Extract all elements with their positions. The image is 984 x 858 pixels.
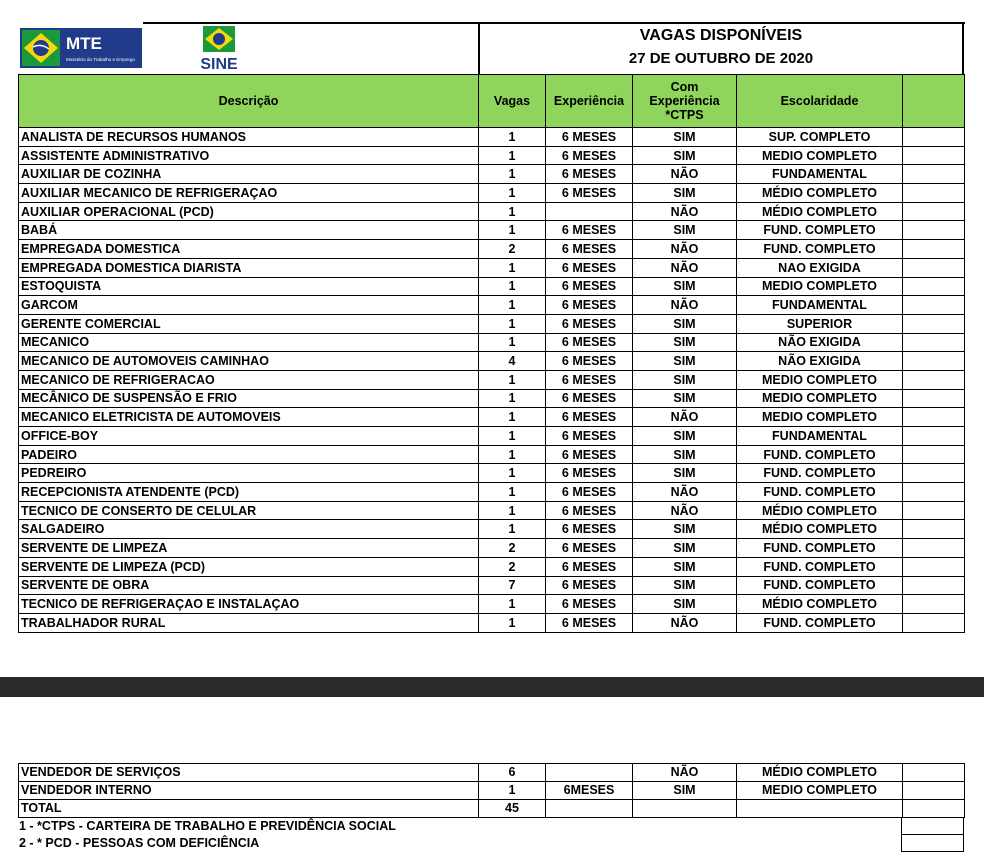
- cell-experiencia: [546, 202, 633, 221]
- table-row: [19, 501, 965, 520]
- cell-escolaridade: FUND. COMPLETO: [737, 445, 903, 464]
- cell-blank: [903, 202, 965, 221]
- cell-escolaridade: FUND. COMPLETO: [737, 221, 903, 240]
- cell-experiencia: 6 MESES: [546, 557, 633, 576]
- table-row: [19, 445, 965, 464]
- cell-ctps: SIM: [633, 184, 737, 203]
- cell-blank: [903, 184, 965, 203]
- cell-experiencia: 6 MESES: [546, 333, 633, 352]
- cell-descricao: TOTAL: [19, 800, 479, 818]
- cell-descricao: AUXILIAR DE COZINHA: [19, 165, 479, 184]
- cell-vagas: 1: [479, 613, 546, 632]
- cell-vagas: 1: [479, 464, 546, 483]
- cell-descricao: ESTOQUISTA: [19, 277, 479, 296]
- cell-blank: [903, 520, 965, 539]
- table-row: [19, 258, 965, 277]
- sine-logo: [193, 24, 245, 74]
- cell-vagas: 1: [479, 296, 546, 315]
- cell-experiencia: 6 MESES: [546, 370, 633, 389]
- cell-blank: [903, 427, 965, 446]
- page-title: VAGAS DISPONÍVEIS: [639, 27, 803, 44]
- cell-vagas: 2: [479, 539, 546, 558]
- cell-blank: [903, 258, 965, 277]
- cell-blank: [903, 408, 965, 427]
- cell-blank: [903, 595, 965, 614]
- col-header-ctps-label: Com Experiência *CTPS: [649, 80, 720, 122]
- cell-ctps: SIM: [633, 557, 737, 576]
- cell-descricao: ANALISTA DE RECURSOS HUMANOS: [19, 128, 479, 147]
- cell-vagas: 1: [479, 389, 546, 408]
- cell-ctps: NÃO: [633, 483, 737, 502]
- cell-blank: [903, 146, 965, 165]
- cell-ctps: NÃO: [633, 240, 737, 259]
- cell-escolaridade: MÉDIO COMPLETO: [737, 595, 903, 614]
- cell-experiencia: 6MESES: [546, 782, 633, 800]
- cell-experiencia: 6 MESES: [546, 464, 633, 483]
- table-row: [19, 464, 965, 483]
- cell-vagas: 1: [479, 408, 546, 427]
- cell-blank: [903, 221, 965, 240]
- cell-experiencia: [546, 800, 633, 818]
- table-row: [19, 146, 965, 165]
- table-row: [19, 333, 965, 352]
- cell-ctps: NÃO: [633, 408, 737, 427]
- col-header-vagas: Vagas: [479, 75, 546, 128]
- table-row: [19, 483, 965, 502]
- cell-experiencia: 6 MESES: [546, 221, 633, 240]
- cell-descricao: TECNICO DE CONSERTO DE CELULAR: [19, 501, 479, 520]
- cell-vagas: 1: [479, 146, 546, 165]
- cell-descricao: MECANICO DE AUTOMOVEIS CAMINHAO: [19, 352, 479, 371]
- cell-descricao: RECEPCIONISTA ATENDENTE (PCD): [19, 483, 479, 502]
- cell-escolaridade: FUND. COMPLETO: [737, 464, 903, 483]
- cell-descricao: VENDEDOR DE SERVIÇOS: [19, 764, 479, 782]
- cell-descricao: MECANICO: [19, 333, 479, 352]
- cell-escolaridade: MÉDIO COMPLETO: [737, 501, 903, 520]
- cell-experiencia: 6 MESES: [546, 296, 633, 315]
- table-row: [19, 128, 965, 147]
- cell-descricao: SALGADEIRO: [19, 520, 479, 539]
- cell-experiencia: 6 MESES: [546, 613, 633, 632]
- cell-experiencia: 6 MESES: [546, 445, 633, 464]
- bottom-table: [18, 763, 965, 818]
- cell-escolaridade: MÉDIO COMPLETO: [737, 184, 903, 203]
- cell-descricao: SERVENTE DE LIMPEZA: [19, 539, 479, 558]
- cell-escolaridade: FUND. COMPLETO: [737, 539, 903, 558]
- table-row: [19, 240, 965, 259]
- cell-experiencia: 6 MESES: [546, 501, 633, 520]
- table-row: [19, 314, 965, 333]
- col-header-ctps: [633, 75, 737, 128]
- cell-descricao: EMPREGADA DOMESTICA: [19, 240, 479, 259]
- cell-escolaridade: MEDIO COMPLETO: [737, 146, 903, 165]
- cell-descricao: SERVENTE DE LIMPEZA (PCD): [19, 557, 479, 576]
- cell-blank: [903, 782, 965, 800]
- col-header-experiencia: Experiência: [546, 75, 633, 128]
- cell-experiencia: 6 MESES: [546, 258, 633, 277]
- cell-blank: [903, 314, 965, 333]
- cell-descricao: PEDREIRO: [19, 464, 479, 483]
- cell-experiencia: 6 MESES: [546, 408, 633, 427]
- cell-vagas: 2: [479, 240, 546, 259]
- empty-cell: [901, 835, 964, 852]
- cell-ctps: [633, 800, 737, 818]
- cell-experiencia: 6 MESES: [546, 483, 633, 502]
- cell-experiencia: 6 MESES: [546, 389, 633, 408]
- cell-ctps: SIM: [633, 576, 737, 595]
- cell-vagas: 1: [479, 221, 546, 240]
- cell-blank: [903, 352, 965, 371]
- cell-descricao: VENDEDOR INTERNO: [19, 782, 479, 800]
- cell-ctps: SIM: [633, 277, 737, 296]
- cell-blank: [903, 240, 965, 259]
- col-header-descricao: Descrição: [19, 75, 479, 128]
- cell-blank: [903, 165, 965, 184]
- cell-blank: [903, 800, 965, 818]
- title-box: [478, 22, 964, 74]
- cell-experiencia: 6 MESES: [546, 539, 633, 558]
- cell-descricao: GERENTE COMERCIAL: [19, 314, 479, 333]
- footnotes: [19, 818, 396, 852]
- cell-vagas: 1: [479, 483, 546, 502]
- cell-escolaridade: MÉDIO COMPLETO: [737, 520, 903, 539]
- cell-blank: [903, 370, 965, 389]
- cell-ctps: NÃO: [633, 258, 737, 277]
- cell-vagas: 1: [479, 370, 546, 389]
- footnote: 2 - * PCD - PESSOAS COM DEFICIÊNCIA: [19, 836, 260, 850]
- cell-escolaridade: MEDIO COMPLETO: [737, 277, 903, 296]
- table-row: [19, 764, 965, 782]
- cell-ctps: SIM: [633, 146, 737, 165]
- cell-blank: [903, 128, 965, 147]
- cell-vagas: 1: [479, 782, 546, 800]
- cell-descricao: MECANICO DE REFRIGERACAO: [19, 370, 479, 389]
- cell-ctps: SIM: [633, 128, 737, 147]
- cell-escolaridade: MEDIO COMPLETO: [737, 389, 903, 408]
- cell-blank: [903, 613, 965, 632]
- cell-escolaridade: NÃO EXIGIDA: [737, 352, 903, 371]
- cell-ctps: SIM: [633, 370, 737, 389]
- cell-vagas: 7: [479, 576, 546, 595]
- cell-vagas: 1: [479, 501, 546, 520]
- cell-descricao: ASSISTENTE ADMINISTRATIVO: [19, 146, 479, 165]
- sine-logo-name: SINE: [200, 56, 238, 73]
- cell-experiencia: 6 MESES: [546, 576, 633, 595]
- table-row: [19, 296, 965, 315]
- cell-ctps: SIM: [633, 445, 737, 464]
- cell-descricao: MECÂNICO DE SUSPENSÃO E FRIO: [19, 389, 479, 408]
- table-row: [19, 613, 965, 632]
- cell-vagas: 1: [479, 258, 546, 277]
- cell-vagas: 1: [479, 165, 546, 184]
- cell-vagas: 1: [479, 314, 546, 333]
- cell-ctps: SIM: [633, 314, 737, 333]
- footnote-boxes: [901, 817, 964, 851]
- table-row: [19, 800, 965, 818]
- cell-blank: [903, 576, 965, 595]
- cell-vagas: 1: [479, 427, 546, 446]
- table-row: [19, 184, 965, 203]
- cell-vagas: 1: [479, 128, 546, 147]
- cell-ctps: NÃO: [633, 501, 737, 520]
- cell-experiencia: 6 MESES: [546, 184, 633, 203]
- cell-descricao: TRABALHADOR RURAL: [19, 613, 479, 632]
- cell-experiencia: 6 MESES: [546, 427, 633, 446]
- cell-escolaridade: FUND. COMPLETO: [737, 483, 903, 502]
- table-row: [19, 370, 965, 389]
- cell-vagas: 1: [479, 277, 546, 296]
- cell-escolaridade: FUNDAMENTAL: [737, 296, 903, 315]
- cell-escolaridade: MÉDIO COMPLETO: [737, 764, 903, 782]
- cell-blank: [903, 277, 965, 296]
- cell-experiencia: 6 MESES: [546, 240, 633, 259]
- cell-blank: [903, 764, 965, 782]
- table-row: [19, 520, 965, 539]
- cell-escolaridade: MÉDIO COMPLETO: [737, 202, 903, 221]
- cell-experiencia: 6 MESES: [546, 595, 633, 614]
- cell-ctps: SIM: [633, 539, 737, 558]
- table-header-row: [19, 75, 965, 128]
- table-row: [19, 221, 965, 240]
- cell-ctps: SIM: [633, 352, 737, 371]
- page-date: 27 DE OUTUBRO DE 2020: [628, 50, 814, 67]
- cell-vagas: 1: [479, 595, 546, 614]
- cell-descricao: GARCOM: [19, 296, 479, 315]
- cell-blank: [903, 539, 965, 558]
- cell-vagas: 6: [479, 764, 546, 782]
- cell-escolaridade: FUND. COMPLETO: [737, 576, 903, 595]
- cell-experiencia: 6 MESES: [546, 520, 633, 539]
- cell-blank: [903, 464, 965, 483]
- cell-descricao: PADEIRO: [19, 445, 479, 464]
- cell-experiencia: 6 MESES: [546, 314, 633, 333]
- cell-ctps: NÃO: [633, 764, 737, 782]
- cell-descricao: MECANICO ELETRICISTA DE AUTOMOVEIS: [19, 408, 479, 427]
- cell-vagas: 45: [479, 800, 546, 818]
- cell-ctps: NÃO: [633, 296, 737, 315]
- col-header-escolaridade: Escolaridade: [737, 75, 903, 128]
- cell-vagas: 1: [479, 202, 546, 221]
- cell-escolaridade: [737, 800, 903, 818]
- cell-blank: [903, 483, 965, 502]
- cell-escolaridade: SUPERIOR: [737, 314, 903, 333]
- cell-ctps: NÃO: [633, 613, 737, 632]
- cell-escolaridade: NÃO EXIGIDA: [737, 333, 903, 352]
- cell-blank: [903, 557, 965, 576]
- cell-ctps: SIM: [633, 595, 737, 614]
- table-row: [19, 782, 965, 800]
- cell-experiencia: 6 MESES: [546, 128, 633, 147]
- table-row: [19, 408, 965, 427]
- cell-escolaridade: SUP. COMPLETO: [737, 128, 903, 147]
- cell-experiencia: 6 MESES: [546, 146, 633, 165]
- cell-ctps: SIM: [633, 333, 737, 352]
- cell-escolaridade: FUNDAMENTAL: [737, 427, 903, 446]
- cell-vagas: 1: [479, 520, 546, 539]
- cell-experiencia: 6 MESES: [546, 352, 633, 371]
- cell-ctps: SIM: [633, 782, 737, 800]
- separator-band: [0, 677, 984, 697]
- cell-experiencia: 6 MESES: [546, 277, 633, 296]
- cell-escolaridade: NAO EXIGIDA: [737, 258, 903, 277]
- cell-escolaridade: FUND. COMPLETO: [737, 240, 903, 259]
- table-row: [19, 427, 965, 446]
- cell-ctps: SIM: [633, 520, 737, 539]
- vacancy-table: [18, 74, 965, 633]
- cell-vagas: 2: [479, 557, 546, 576]
- cell-escolaridade: FUND. COMPLETO: [737, 613, 903, 632]
- cell-blank: [903, 501, 965, 520]
- table-row: [19, 539, 965, 558]
- table-row: [19, 202, 965, 221]
- cell-ctps: SIM: [633, 464, 737, 483]
- footnote: 1 - *CTPS - CARTEIRA DE TRABALHO E PREVIDÊNCIA SOCIAL: [19, 819, 396, 833]
- cell-ctps: SIM: [633, 427, 737, 446]
- cell-escolaridade: FUNDAMENTAL: [737, 165, 903, 184]
- cell-experiencia: [546, 764, 633, 782]
- table-row: [19, 389, 965, 408]
- col-header-blank: [903, 75, 965, 128]
- table-row: [19, 165, 965, 184]
- cell-descricao: EMPREGADA DOMESTICA DIARISTA: [19, 258, 479, 277]
- cell-blank: [903, 333, 965, 352]
- cell-ctps: NÃO: [633, 165, 737, 184]
- cell-blank: [903, 445, 965, 464]
- cell-escolaridade: MEDIO COMPLETO: [737, 370, 903, 389]
- cell-descricao: OFFICE-BOY: [19, 427, 479, 446]
- cell-blank: [903, 389, 965, 408]
- table-row: [19, 352, 965, 371]
- mte-logo-subtitle: Ministério do Trabalho e Emprego: [66, 57, 135, 62]
- table-row: [19, 576, 965, 595]
- table-row: [19, 277, 965, 296]
- cell-escolaridade: MEDIO COMPLETO: [737, 408, 903, 427]
- cell-escolaridade: FUND. COMPLETO: [737, 557, 903, 576]
- cell-escolaridade: MEDIO COMPLETO: [737, 782, 903, 800]
- cell-experiencia: 6 MESES: [546, 165, 633, 184]
- cell-ctps: SIM: [633, 389, 737, 408]
- cell-ctps: SIM: [633, 221, 737, 240]
- cell-vagas: 1: [479, 445, 546, 464]
- cell-descricao: BABÁ: [19, 221, 479, 240]
- table-row: [19, 557, 965, 576]
- cell-vagas: 1: [479, 333, 546, 352]
- mte-logo: [20, 28, 142, 68]
- mte-logo-name: MTE: [66, 34, 102, 53]
- cell-blank: [903, 296, 965, 315]
- cell-descricao: SERVENTE DE OBRA: [19, 576, 479, 595]
- cell-vagas: 4: [479, 352, 546, 371]
- empty-cell: [901, 817, 964, 835]
- table-row: [19, 595, 965, 614]
- cell-descricao: TECNICO DE REFRIGERAÇAO E INSTALAÇAO: [19, 595, 479, 614]
- cell-descricao: AUXILIAR OPERACIONAL (PCD): [19, 202, 479, 221]
- cell-vagas: 1: [479, 184, 546, 203]
- cell-descricao: AUXILIAR MECANICO DE REFRIGERAÇAO: [19, 184, 479, 203]
- cell-ctps: NÃO: [633, 202, 737, 221]
